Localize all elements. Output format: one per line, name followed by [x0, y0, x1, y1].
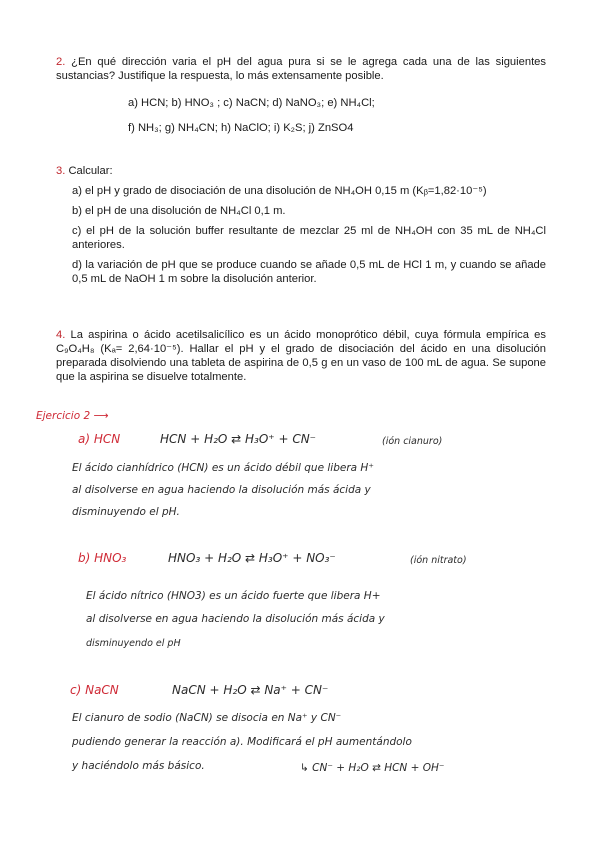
question-3: [56, 164, 546, 292]
answer-b-note: (ión nitrato): [410, 555, 467, 566]
answer-a-equation: HCN + H₂O ⇄ H₃O⁺ + CN⁻: [160, 432, 317, 446]
answer-a-line-2: al disolverse en agua haciendo la disolución más ácida y: [72, 484, 371, 496]
answer-b-line-2: al disolverse en agua haciendo la disolución más ácida y: [86, 613, 385, 625]
answer-c-label: c) NaCN: [70, 683, 119, 697]
answer-b-equation: HNO₃ + H₂O ⇄ H₃O⁺ + NO₃⁻: [168, 551, 336, 565]
question-3-item-a: a) el pH y grado de disociación de una disolución de NH₄OH 0,15 m (Kᵦ=1,82·10⁻⁵): [72, 185, 487, 197]
question-4-number: 4.: [56, 329, 66, 341]
right-arrow-icon: ⟶: [93, 410, 109, 422]
answer-b-line-3: disminuyendo el pH: [86, 638, 181, 649]
question-3-intro: Calcular:: [68, 165, 113, 177]
answer-c-line-3: y haciéndolo más básico.: [72, 760, 205, 772]
answer-a-line-3: disminuyendo el pH.: [72, 506, 180, 518]
question-2-number: 2.: [56, 56, 66, 68]
question-4-text: La aspirina o ácido acetilsalicílico es un ácido monoprótico débil, cuya fórmula empírica es C₉O₄H₈ (Kₐ= 2,64·10⁻⁵). Hallar el pH y el grado de disociación del ácido en una disolución preparada disolviendo una tableta de aspirina de 0,5 g en un vaso de 100 mL de agua. Se supone que la aspirina se disuelve totalmente.: [56, 329, 547, 383]
answer-c-sub-equation: ↳ CN⁻ + H₂O ⇄ HCN + OH⁻: [300, 762, 445, 774]
answer-c-equation: NaCN + H₂O ⇄ Na⁺ + CN⁻: [172, 683, 329, 697]
answer-c-line-2: pudiendo generar la reacción a). Modificará el pH aumentándolo: [72, 736, 412, 748]
answer-a-line-1: El ácido cianhídrico (HCN) es un ácido débil que libera H⁺: [72, 462, 374, 474]
answer-c-line-1: El cianuro de sodio (NaCN) se disocia en Na⁺ y CN⁻: [72, 712, 342, 724]
question-2: [56, 55, 546, 83]
question-3-item-d: d) la variación de pH que se produce cuando se añade 0,5 mL de HCl 1 m, y cuando se añade 0,5 mL de NaOH 1 m sobre la disolución anterior.: [72, 259, 546, 285]
question-3-number: 3.: [56, 165, 66, 177]
answer-a-label: a) HCN: [78, 432, 121, 446]
question-3-item-b: b) el pH de una disolución de NH₄Cl 0,1 m.: [72, 205, 286, 217]
handwritten-heading: Ejercicio 2 ⟶: [36, 410, 109, 422]
question-2-options-line-1: a) HCN; b) HNO₃ ; c) NaCN; d) NaNO₃; e) NH₄Cl;: [128, 97, 375, 109]
question-4: [56, 328, 546, 384]
question-2-options-line-2: f) NH₃; g) NH₄CN; h) NaClO; i) K₂S; j) ZnSO4: [128, 122, 354, 134]
answer-b-label: b) HNO₃: [78, 551, 127, 565]
question-2-text: ¿En qué dirección varia el pH del agua pura si se le agrega cada una de las siguientes sustancias? Justifique la respuesta, lo más extensamente posible.: [56, 56, 546, 82]
question-3-items: [56, 184, 546, 286]
question-3-item-c: c) el pH de la solución buffer resultante de mezclar 25 ml de NH₄OH con 35 mL de NH₄Cl anteriores.: [72, 225, 546, 251]
hooked-arrow-icon: ↳: [300, 762, 309, 774]
answer-b-line-1: El ácido nítrico (HNO3) es un ácido fuerte que libera H+: [86, 590, 381, 602]
answer-a-note: (ión cianuro): [382, 436, 443, 447]
